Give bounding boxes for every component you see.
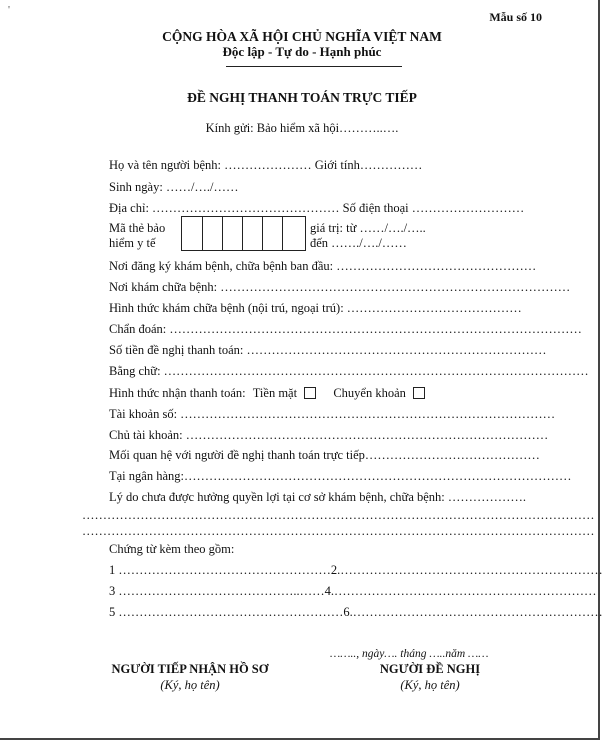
patient-name-field: Họ và tên người bệnh: ………………… Giới tính……………	[109, 158, 423, 172]
registered-facility-field: Nơi đăng ký khám bệnh, chữa bệnh ban đầu: …………………………………………	[109, 259, 537, 273]
amount-field: Số tiền đề nghị thanh toán: ………………………………………………………………	[109, 343, 547, 357]
reason-field: Lý do chưa được hưởng quyền lợi tại cơ sở khám bệnh, chữa bệnh: ……………….	[109, 490, 527, 504]
dob-field: Sinh ngày: ……/…./……	[109, 180, 239, 194]
payment-method-row	[109, 385, 425, 401]
diagnosis-field: Chẩn đoán: ………………………………………………………………………………………	[109, 322, 582, 336]
address-field: Địa chỉ: ……………………………………… Số điện thoại ………………………	[109, 201, 525, 215]
receiver-sign-note: (Ký, họ tên)	[160, 678, 220, 692]
form-number: Mẫu số 10	[489, 10, 542, 24]
document-title: ĐỀ NGHỊ THANH TOÁN TRỰC TIẾP	[187, 90, 417, 105]
reason-continuation: ……………………………………………………………………………………………………………	[82, 508, 595, 522]
country-name: CỘNG HÒA XÃ HỘI CHỦ NGHĨA VIỆT NAM	[162, 29, 442, 44]
attachment-row: 5 ………………………………………………6.……………………………………………………	[109, 605, 603, 619]
motto: Độc lập - Tự do - Hạnh phúc	[222, 44, 382, 59]
payment-transfer-label: Chuyển khoản	[333, 386, 406, 400]
attachment-row: 1 ……………………………………………2.………………………………………………………	[109, 563, 603, 577]
attachment-row: 3 ……………………………………..……4.………………………………………………………	[109, 584, 597, 598]
amount-words-field: Bằng chữ: …………………………………………………………………………………………	[109, 364, 589, 378]
treatment-facility-field: Nơi khám chữa bệnh: …………………………………………………………………………	[109, 280, 571, 294]
payment-cash-label: Tiền mặt	[252, 386, 298, 400]
bank-field: Tại ngân hàng:…………………………………………………………………………………	[109, 469, 572, 483]
account-holder-field: Chủ tài khoản: ……………………………………………………………………………	[109, 428, 549, 442]
addressee-line: Kính gửi: Bảo hiểm xã hội………..….	[205, 121, 399, 135]
payment-method-label: Hình thức nhận thanh toán:	[109, 386, 246, 400]
transfer-checkbox[interactable]	[413, 387, 425, 399]
card-box-divider	[202, 217, 203, 250]
corner-mark: '	[8, 4, 10, 16]
motto-underline	[226, 66, 402, 67]
valid-from: giá trị: từ ……/…./…..	[310, 221, 426, 235]
card-box-divider	[242, 217, 243, 250]
card-label-line2: hiểm y tế	[109, 236, 156, 250]
card-box-divider	[262, 217, 263, 250]
receiver-title: NGƯỜI TIẾP NHẬN HỒ SƠ	[111, 662, 269, 676]
validity-period	[310, 221, 426, 251]
card-box-divider	[222, 217, 223, 250]
requester-title: NGƯỜI ĐỀ NGHỊ	[379, 662, 481, 676]
attachments-label: Chứng từ kèm theo gồm:	[109, 542, 235, 556]
valid-to: đến ……./…./……	[310, 236, 407, 250]
requester-sign-note: (Ký, họ tên)	[400, 678, 460, 692]
account-number-field: Tài khoản số: ………………………………………………………………………………	[109, 407, 556, 421]
card-box-divider	[282, 217, 283, 250]
relationship-field: Mối quan hệ với người đề nghị thanh toán trực tiếp……………………………………	[109, 448, 540, 462]
card-label-line1: Mã thẻ bảo	[109, 221, 166, 235]
treatment-type-field: Hình thức khám chữa bệnh (nội trú, ngoại trú): ……………………………………	[109, 301, 522, 315]
date-line: …….., ngày…. tháng …..năm ……	[330, 648, 489, 660]
card-label	[109, 221, 165, 251]
reason-continuation: ……………………………………………………………………………………………………………	[82, 524, 595, 538]
cash-checkbox[interactable]	[304, 387, 316, 399]
insurance-card-boxes[interactable]	[181, 216, 306, 251]
